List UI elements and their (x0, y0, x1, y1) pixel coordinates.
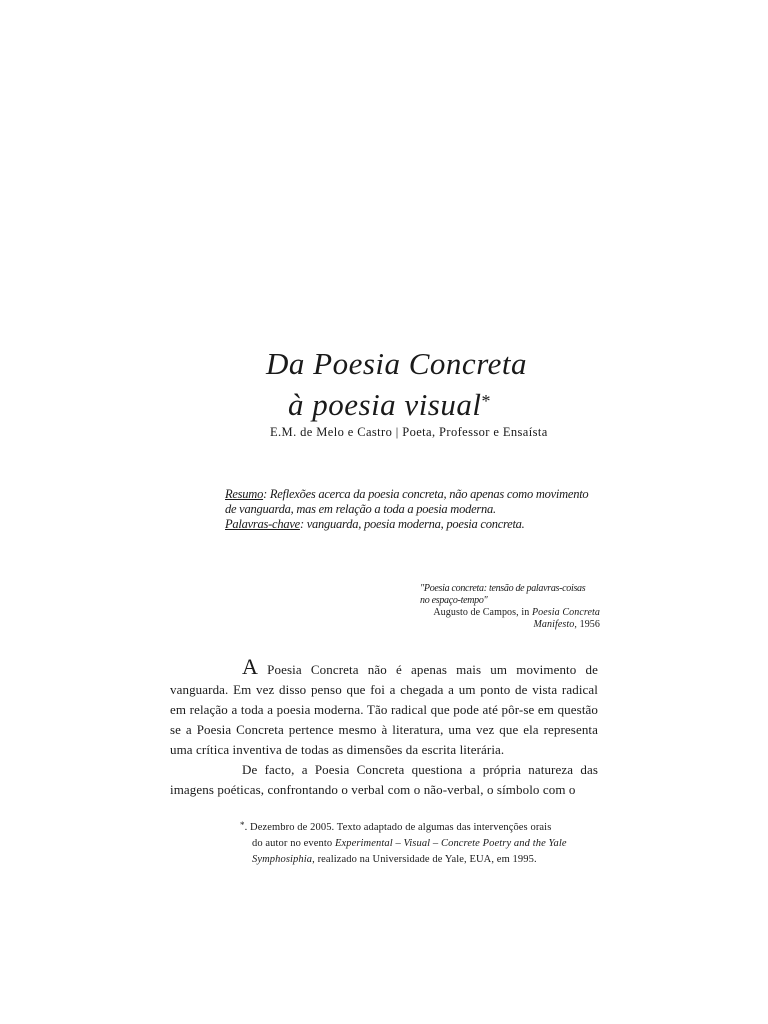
epigraph-source-title: Poesia Concreta (531, 607, 600, 618)
footnote-event-title-1: Experimental – Visual – Concrete Poetry and the Yale (334, 838, 567, 849)
keywords-line (225, 517, 645, 532)
epigraph-source-title-2: Manifesto (533, 619, 575, 630)
footnote-line-3 (240, 852, 610, 868)
footnote-text-1: . Dezembro de 2005. Texto adaptado de algumas das intervenções orais (244, 822, 552, 833)
epigraph-source-prefix: Augusto de Campos, in (433, 607, 530, 618)
abstract-line-1 (225, 487, 645, 502)
title-line-2 (288, 388, 491, 422)
footnote-event-title-2: Symphosiphia (252, 854, 313, 865)
title-line-1 (266, 347, 527, 381)
epigraph-quote-2: no espaço-tempo" (420, 595, 488, 606)
footnote-text-3: , realizado na Universidade de Yale, EUA, em 1995. (312, 854, 537, 865)
footnote (240, 820, 610, 868)
keywords-text: : vanguarda, poesia moderna, poesia concreta. (299, 517, 525, 531)
abstract-line-2: de vanguarda, mas em relação a toda a poesia moderna. (225, 502, 496, 516)
epigraph-source-year: , 1956 (574, 619, 600, 630)
resumo-text-1: : Reflexões acerca da poesia concreta, não apenas como movimento (263, 487, 589, 501)
footnote-marker: * (240, 820, 245, 830)
epigraph-quote-1: "Poesia concreta: tensão de palavras-coisas (420, 583, 586, 594)
footnote-text-2a: do autor no evento (252, 838, 335, 849)
footnote-line-2 (240, 836, 610, 852)
abstract (225, 487, 645, 532)
epigraph-source-1 (420, 607, 600, 619)
paragraph-1-text: Poesia Concreta não é apenas mais um movimento de vanguarda. Em vez disso penso que foi a chegada a um ponto de vista radical em relação a toda a poesia moderna. Tão radical que pode até pôr-se em questão se a Poesia Concreta pertence mesmo à literatura, uma vez que ela representa uma crítica inventiva de todas as dimensões da escrita literária. (170, 662, 598, 757)
title-text-1: Da Poesia Concreta (266, 346, 527, 381)
paragraph-2: De facto, a Poesia Concreta questiona a própria natureza das imagens poéticas, confrontando o verbal com o não-verbal, o símbolo com o (170, 762, 598, 797)
body-text (170, 654, 598, 800)
title-text-2: à poesia visual (288, 387, 482, 422)
footnote-line-1 (240, 820, 610, 836)
resumo-label: Resumo (225, 487, 264, 501)
paragraph-1 (170, 654, 598, 760)
author-line: E.M. de Melo e Castro | Poeta, Professor e Ensaísta (270, 425, 548, 439)
epigraph (420, 583, 600, 631)
title-footnote-marker[interactable]: * (481, 391, 491, 411)
drop-cap: A (242, 654, 258, 679)
epigraph-source-2 (420, 619, 600, 631)
keywords-label: Palavras-chave (225, 517, 300, 531)
